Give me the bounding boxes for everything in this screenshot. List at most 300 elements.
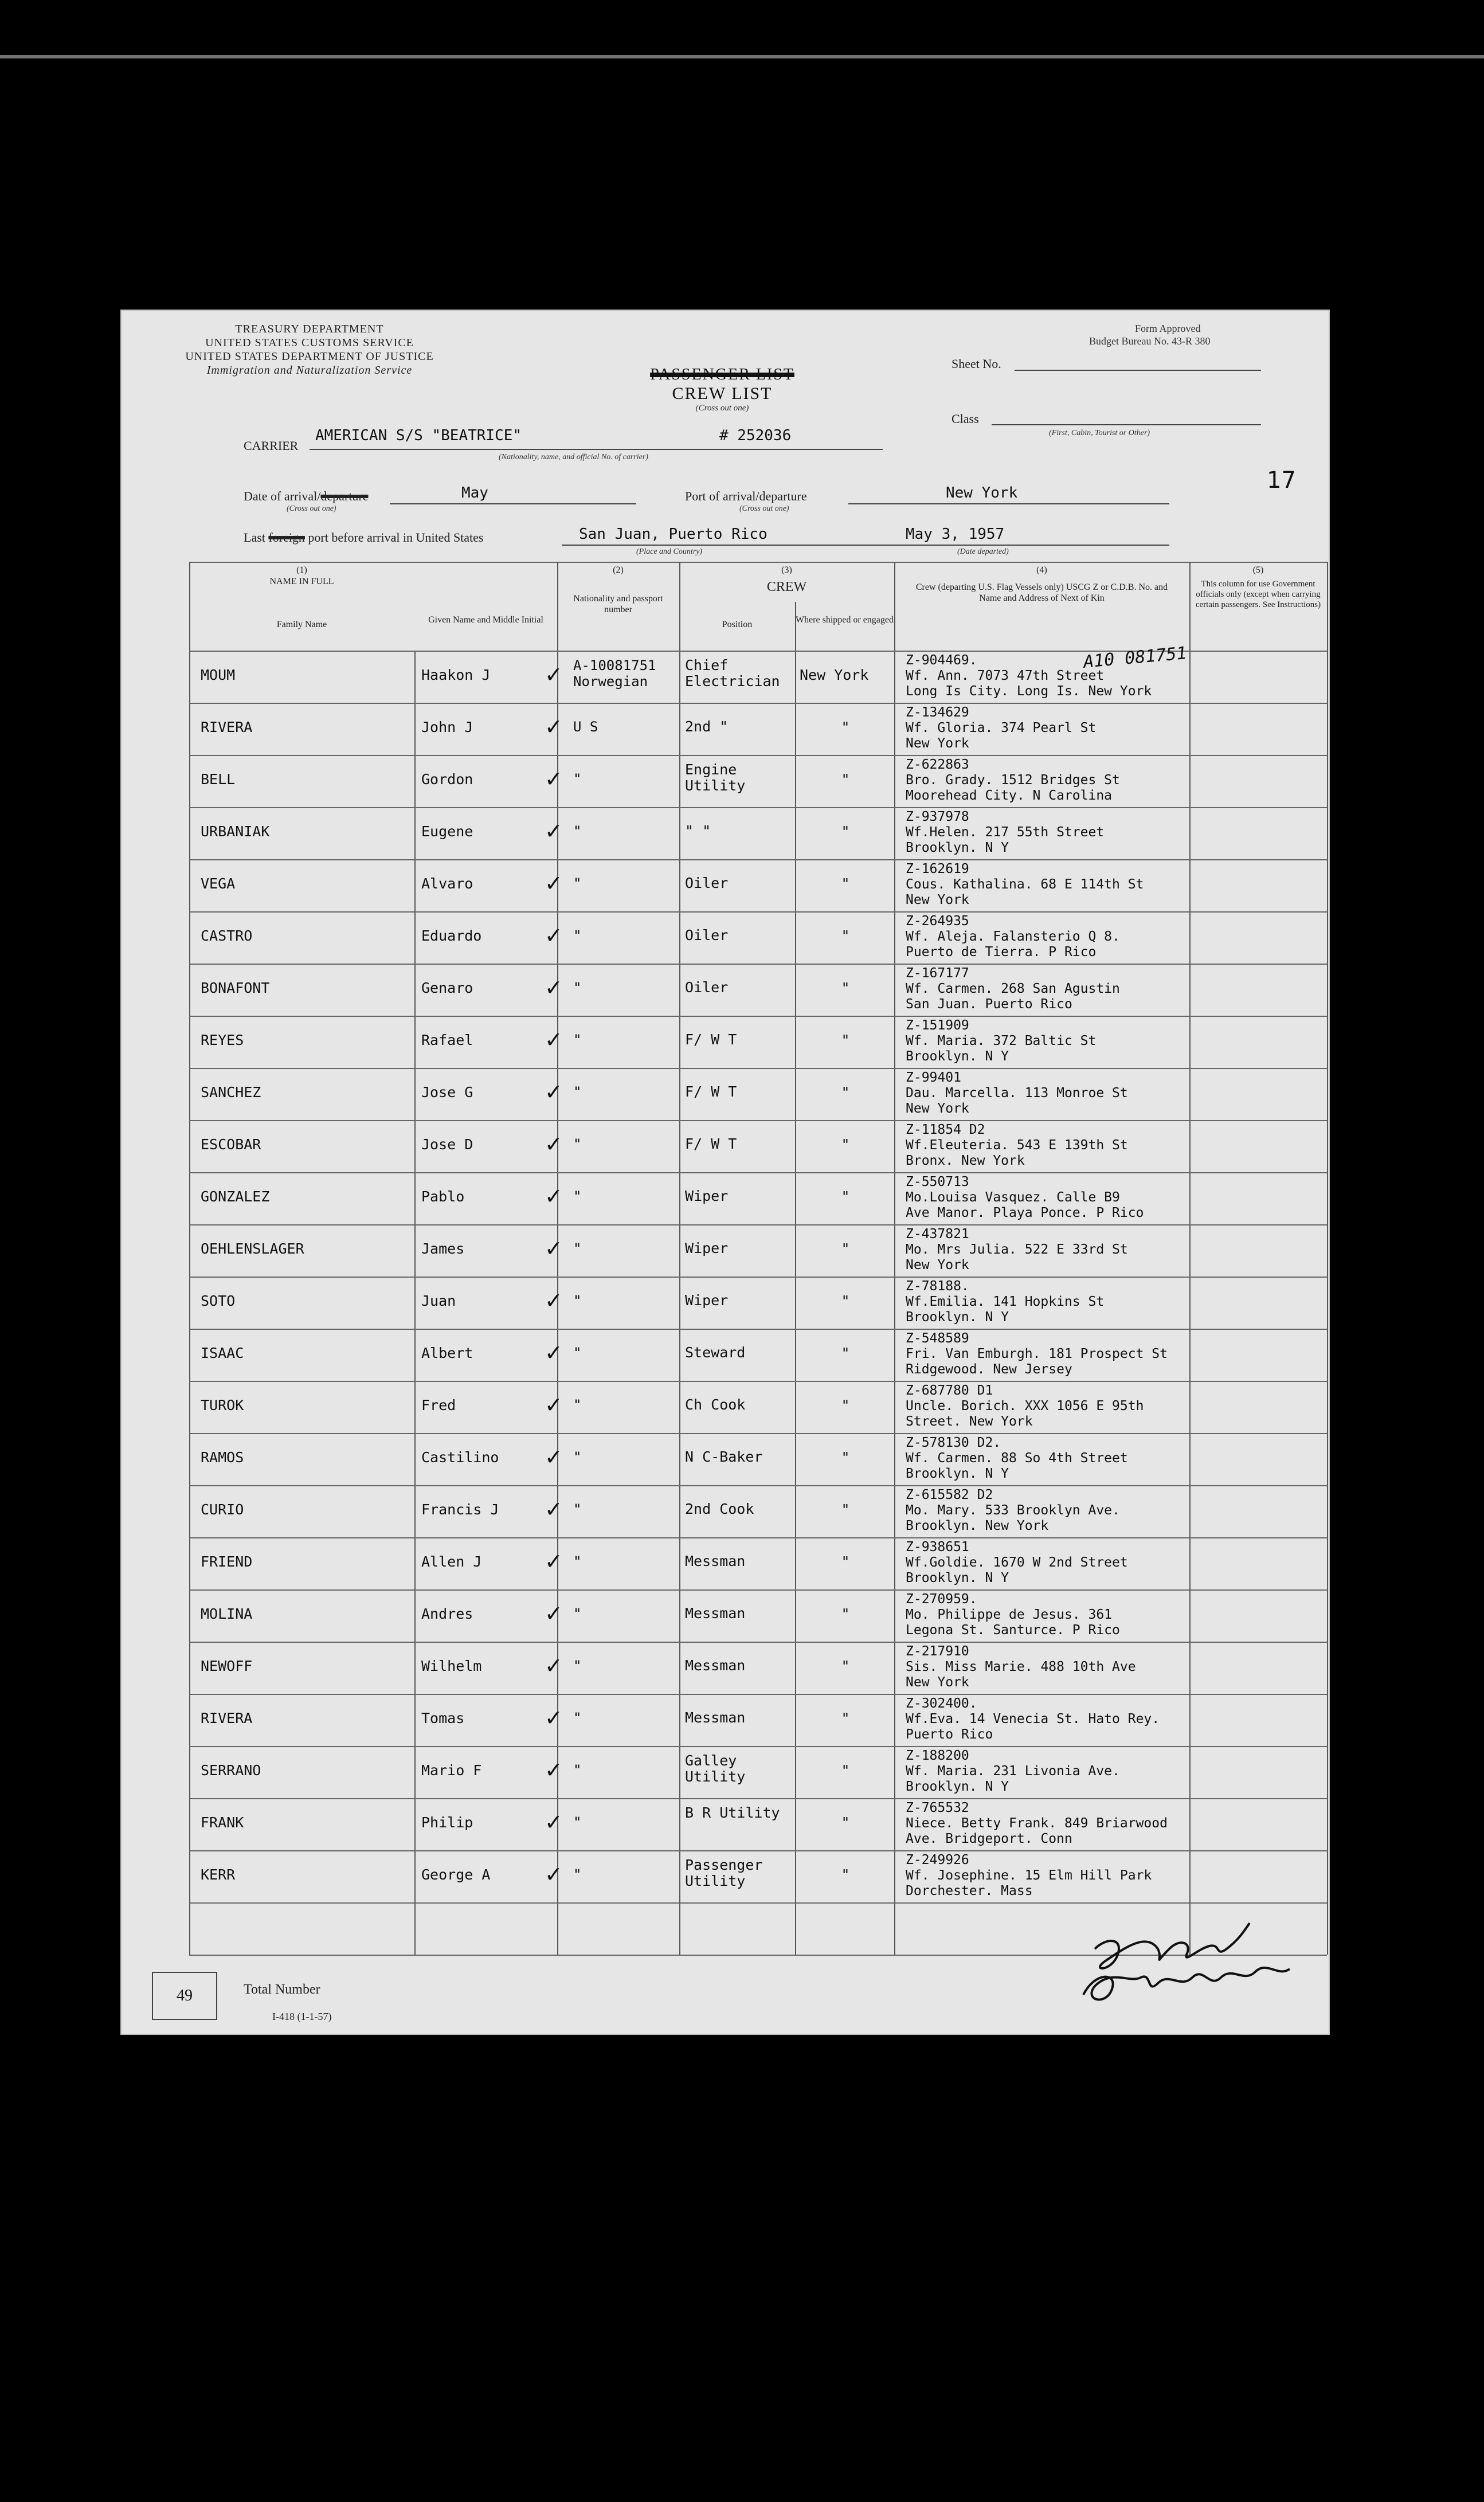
carrier-number: # 252036 — [719, 427, 792, 444]
next-of-kin-line: Z-270959. — [906, 1592, 977, 1607]
given-name: Albert — [421, 1345, 473, 1361]
col3-title: CREW — [766, 580, 807, 594]
checkmark-icon: ✓ — [545, 714, 563, 739]
checkmark-icon: ✓ — [545, 1027, 563, 1052]
next-of-kin-line: Z-11854 D2 — [906, 1122, 985, 1137]
agency-line: TREASURY DEPARTMENT — [235, 323, 384, 335]
next-of-kin-line: Ave. Bridgeport. Conn — [906, 1831, 1072, 1846]
next-of-kin-line: Mo. Mrs Julia. 522 E 33rd St — [906, 1242, 1128, 1257]
where-shipped: " — [841, 823, 850, 840]
next-of-kin-line: Uncle. Borich. XXX 1056 E 95th — [906, 1399, 1144, 1414]
title-crew-list: CREW LIST — [672, 384, 773, 403]
nationality: " — [573, 1032, 582, 1048]
table-row-rule — [189, 1224, 1327, 1225]
class-line — [992, 424, 1261, 425]
family-name: ISAAC — [201, 1345, 244, 1361]
agency-header — [132, 322, 487, 377]
next-of-kin-line: Z-99401 — [906, 1070, 961, 1085]
family-name: VEGA — [201, 875, 236, 892]
next-of-kin-line: Puerto Rico — [906, 1727, 993, 1742]
table-row-rule — [189, 1068, 1327, 1069]
total-number-box — [152, 1972, 217, 2020]
table-row-rule — [189, 1642, 1327, 1643]
port-value: New York — [946, 484, 1018, 502]
next-of-kin-line: Brooklyn. N Y — [906, 1466, 1009, 1481]
checkmark-icon: ✓ — [545, 1757, 563, 1783]
port-hint: (Cross out one) — [739, 504, 789, 513]
table-row-rule — [189, 703, 1327, 704]
where-shipped: " — [841, 875, 850, 892]
next-of-kin-line: Wf. Aleja. Falansterio Q 8. — [906, 929, 1120, 944]
where-shipped: " — [841, 1814, 850, 1831]
crew-list-form — [120, 310, 1330, 2035]
position: Oiler — [685, 979, 729, 996]
given-name: Gordon — [421, 771, 473, 788]
next-of-kin-line: Wf.Eleuteria. 543 E 139th St — [906, 1138, 1128, 1153]
position: B R Utility — [685, 1804, 780, 1821]
approval-line: Budget Bureau No. 43-R 380 — [1089, 335, 1211, 347]
position: Oiler — [685, 875, 729, 891]
next-of-kin-line: Dau. Marcella. 113 Monroe St — [906, 1086, 1128, 1101]
next-of-kin-line: Cous. Kathalina. 68 E 114th St — [906, 877, 1144, 892]
where-shipped: " — [841, 1293, 850, 1309]
col5-num: (5) — [1252, 565, 1264, 575]
col-position: Position — [722, 620, 753, 629]
col3-num: (3) — [781, 565, 792, 575]
given-name: James — [421, 1240, 465, 1257]
next-of-kin-line: New York — [906, 736, 969, 751]
next-of-kin-line: Z-904469. — [906, 653, 977, 668]
table-row-rule — [189, 1329, 1327, 1330]
next-of-kin-line: New York — [906, 892, 969, 907]
nationality: " — [573, 823, 582, 839]
col-rule — [795, 602, 796, 1955]
class-label: Class — [952, 412, 979, 426]
date-label-text: Date of arrival/ — [244, 489, 321, 503]
next-of-kin-line: Sis. Miss Marie. 488 10th Ave — [906, 1659, 1136, 1674]
next-of-kin-line: Z-188200 — [906, 1748, 969, 1763]
nationality: " — [573, 1501, 582, 1517]
where-shipped: " — [841, 1084, 850, 1101]
table-row-rule — [189, 1798, 1327, 1799]
next-of-kin-line: Wf. Gloria. 374 Pearl St — [906, 721, 1097, 735]
next-of-kin-line: New York — [906, 1101, 969, 1116]
nationality: " — [573, 1345, 582, 1361]
carrier-label: CARRIER — [244, 438, 299, 453]
table-row-rule — [189, 859, 1327, 860]
official-note: A10 081751 — [1082, 643, 1188, 672]
next-of-kin-line: Z-217910 — [906, 1644, 969, 1659]
family-name: REYES — [201, 1032, 244, 1048]
next-of-kin-line: Z-302400. — [906, 1696, 977, 1711]
family-name: BELL — [201, 771, 236, 788]
checkmark-icon: ✓ — [545, 819, 563, 844]
last-port-label — [244, 530, 484, 545]
family-name: MOUM — [201, 667, 236, 683]
family-name: CURIO — [201, 1501, 244, 1518]
where-shipped: " — [841, 1553, 850, 1570]
total-number-label: Total Number — [244, 1982, 320, 1997]
given-name: Mario F — [421, 1762, 482, 1779]
position: Wiper — [685, 1188, 729, 1204]
approval-note — [1089, 322, 1261, 347]
family-name: OEHLENSLAGER — [201, 1240, 304, 1257]
next-of-kin-line: Moorehead City. N Carolina — [906, 788, 1113, 803]
table-row-rule — [189, 1902, 1327, 1904]
position: Engine Utility — [685, 761, 746, 794]
next-of-kin-line: Street. New York — [906, 1414, 1033, 1429]
next-of-kin-line: Z-437821 — [906, 1227, 969, 1242]
col-family-name: Family Name — [276, 620, 327, 629]
nationality: " — [573, 1397, 582, 1413]
next-of-kin-line: Wf. Carmen. 268 San Agustin — [906, 981, 1120, 996]
table-row-rule — [189, 1485, 1327, 1486]
approval-line: Form Approved — [1135, 323, 1201, 334]
position: Messman — [685, 1553, 746, 1569]
position: " " — [685, 823, 711, 839]
next-of-kin-line: Brooklyn. N Y — [906, 1049, 1009, 1064]
next-of-kin-line: Z-134629 — [906, 705, 969, 720]
nationality: " — [573, 1866, 582, 1882]
checkmark-icon: ✓ — [545, 923, 563, 948]
family-name: GONZALEZ — [201, 1188, 270, 1205]
date-departed-hint: (Date departed) — [957, 547, 1009, 556]
carrier-hint: (Nationality, name, and official No. of carrier) — [499, 453, 648, 461]
next-of-kin-line: Wf.Goldie. 1670 W 2nd Street — [906, 1555, 1128, 1570]
table-row-rule — [189, 1694, 1327, 1695]
given-name: Genaro — [421, 980, 473, 996]
next-of-kin-line: Wf.Helen. 217 55th Street — [906, 825, 1105, 840]
next-of-kin-line: Dorchester. Mass — [906, 1884, 1033, 1898]
nationality: " — [573, 1084, 582, 1100]
position: F/ W T — [685, 1031, 737, 1048]
nationality: " — [573, 1762, 582, 1778]
position: Passenger Utility — [685, 1857, 763, 1889]
given-name: Castilino — [421, 1449, 499, 1466]
where-shipped: " — [841, 1240, 850, 1257]
next-of-kin-line: Wf. Ann. 7073 47th Street — [906, 668, 1105, 683]
film-strip — [0, 55, 1484, 58]
given-name: Francis J — [421, 1501, 499, 1518]
carrier-line — [310, 449, 883, 450]
next-of-kin-line: Puerto de Tierra. P Rico — [906, 945, 1097, 960]
family-name: CASTRO — [201, 927, 253, 944]
last-port-value: San Juan, Puerto Rico — [579, 526, 768, 543]
form-number: I-418 (1-1-57) — [272, 2011, 332, 2022]
nationality: " — [573, 1658, 582, 1674]
given-name: Jose G — [421, 1084, 473, 1101]
checkmark-icon: ✓ — [545, 1392, 563, 1418]
where-shipped: " — [841, 927, 850, 944]
where-shipped: " — [841, 719, 850, 735]
table-row-rule — [189, 1120, 1327, 1121]
col-rule — [414, 651, 416, 1955]
nationality: " — [573, 1240, 582, 1256]
family-name: MOLINA — [201, 1606, 253, 1622]
family-name: RIVERA — [201, 1710, 253, 1726]
sheet-label: Sheet No. — [952, 357, 1001, 371]
checkmark-icon: ✓ — [545, 662, 563, 687]
page-number: 17 — [1267, 467, 1296, 494]
checkmark-icon: ✓ — [545, 1653, 563, 1678]
last-label-post: port before arrival in United States — [308, 530, 484, 545]
next-of-kin-line: Wf.Emilia. 141 Hopkins St — [906, 1294, 1105, 1309]
port-line — [848, 503, 1169, 504]
family-name: SERRANO — [201, 1762, 261, 1779]
table-row-rule — [189, 1433, 1327, 1434]
next-of-kin-line: Mo. Mary. 533 Brooklyn Ave. — [906, 1503, 1120, 1518]
col-where-shipped: Where shipped or engaged — [795, 615, 894, 625]
where-shipped: " — [841, 1710, 850, 1726]
given-name: Tomas — [421, 1710, 465, 1726]
family-name: FRIEND — [201, 1553, 253, 1570]
position: Messman — [685, 1657, 746, 1674]
next-of-kin-line: Z-151909 — [906, 1018, 969, 1033]
family-name: ESCOBAR — [201, 1136, 261, 1153]
checkmark-icon: ✓ — [545, 1236, 563, 1261]
crew-table — [120, 562, 1330, 1960]
checkmark-icon: ✓ — [545, 1288, 563, 1313]
last-port-hint: (Place and Country) — [636, 547, 703, 556]
next-of-kin-line: Mo.Louisa Vasquez. Calle B9 — [906, 1190, 1120, 1205]
nationality: " — [573, 927, 582, 943]
port-label: Port of arrival/departure — [685, 489, 807, 503]
where-shipped: " — [841, 1136, 850, 1153]
form-title — [625, 366, 820, 413]
position: Ch Cook — [685, 1396, 746, 1413]
checkmark-icon: ✓ — [545, 1444, 563, 1470]
where-shipped: " — [841, 1032, 850, 1048]
checkmark-icon: ✓ — [545, 1862, 563, 1887]
given-name: John J — [421, 719, 473, 735]
table-row-rule — [189, 1172, 1327, 1173]
agency-line: Immigration and Naturalization Service — [206, 364, 413, 377]
position: F/ W T — [685, 1083, 737, 1100]
position: Steward — [685, 1344, 746, 1361]
next-of-kin-line: Legona St. Santurce. P Rico — [906, 1623, 1120, 1638]
nationality: " — [573, 1136, 582, 1152]
col2-num: (2) — [613, 565, 624, 575]
position: 2nd " — [685, 718, 729, 735]
family-name: BONAFONT — [201, 980, 270, 996]
next-of-kin-line: Wf. Carmen. 88 So 4th Street — [906, 1451, 1128, 1466]
position: Messman — [685, 1605, 746, 1622]
class-hint: (First, Cabin, Tourist or Other) — [1049, 429, 1150, 437]
col1-title: NAME IN FULL — [269, 577, 334, 586]
agency-line: UNITED STATES CUSTOMS SERVICE — [205, 336, 414, 349]
where-shipped: " — [841, 1501, 850, 1518]
where-shipped: " — [841, 1449, 850, 1466]
where-shipped: " — [841, 771, 850, 788]
next-of-kin-line: Z-264935 — [906, 914, 969, 929]
date-departed-value: May 3, 1957 — [906, 526, 1005, 543]
last-label-pre: Last — [244, 530, 265, 545]
next-of-kin-line: Bronx. New York — [906, 1153, 1025, 1168]
checkmark-icon: ✓ — [545, 1497, 563, 1522]
nationality: A-10081751 Norwegian — [573, 657, 656, 690]
checkmark-icon: ✓ — [545, 1601, 563, 1626]
sheet-line — [1015, 370, 1261, 371]
table-row-rule — [189, 1277, 1327, 1278]
next-of-kin-line: Brooklyn. New York — [906, 1518, 1049, 1533]
next-of-kin-line: Z-167177 — [906, 966, 969, 981]
next-of-kin-line: Brooklyn. N Y — [906, 1310, 1009, 1325]
next-of-kin-line: Wf. Maria. 372 Baltic St — [906, 1033, 1097, 1048]
next-of-kin-line: New York — [906, 1675, 969, 1690]
family-name: TUROK — [201, 1397, 244, 1414]
col4-title: Crew (departing U.S. Flag Vessels only) USCG Z or C.D.B. No. and Name and Address of Next of Kin — [915, 582, 1168, 603]
family-name: SOTO — [201, 1293, 236, 1309]
next-of-kin-line: Ave Manor. Playa Ponce. P Rico — [906, 1205, 1144, 1220]
position: Chief Electrician — [685, 657, 780, 690]
checkmark-icon: ✓ — [545, 766, 563, 792]
next-of-kin-line: Brooklyn. N Y — [906, 1779, 1009, 1794]
given-name: Rafael — [421, 1032, 473, 1048]
title-struck: PASSENGER LIST — [650, 366, 794, 383]
given-name: Eugene — [421, 823, 473, 840]
checkmark-icon: ✓ — [545, 1131, 563, 1157]
where-shipped: " — [841, 1866, 850, 1883]
given-name: Alvaro — [421, 875, 473, 892]
next-of-kin-line: Z-622863 — [906, 757, 969, 772]
total-number-value: 49 — [177, 1987, 193, 2004]
nationality: " — [573, 1553, 582, 1569]
next-of-kin-line: Z-548589 — [906, 1331, 969, 1346]
given-name: Philip — [421, 1814, 473, 1831]
title-hint: (Cross out one) — [695, 404, 749, 413]
table-row-rule — [189, 1746, 1327, 1747]
date-label — [244, 489, 368, 504]
film-border — [0, 0, 1484, 69]
family-name: RIVERA — [201, 719, 253, 735]
next-of-kin-line: San Juan. Puerto Rico — [906, 997, 1072, 1012]
where-shipped: " — [841, 1188, 850, 1205]
position: Wiper — [685, 1240, 729, 1256]
next-of-kin-line: Niece. Betty Frank. 849 Briarwood — [906, 1816, 1168, 1831]
given-name: Jose D — [421, 1136, 473, 1153]
checkmark-icon: ✓ — [545, 975, 563, 1000]
given-name: George A — [421, 1866, 491, 1883]
next-of-kin-line: Brooklyn. N Y — [906, 1571, 1009, 1585]
last-label-struck: foreign — [268, 530, 305, 545]
next-of-kin-line: Z-249926 — [906, 1853, 969, 1867]
next-of-kin-line: Brooklyn. N Y — [906, 840, 1009, 855]
next-of-kin-line: Wf.Eva. 14 Venecia St. Hato Rey. — [906, 1712, 1160, 1726]
table-row-rule — [189, 1016, 1327, 1017]
where-shipped: " — [841, 1345, 850, 1361]
given-name: Fred — [421, 1397, 456, 1414]
next-of-kin-line: Z-937978 — [906, 809, 969, 824]
position: 2nd Cook — [685, 1501, 754, 1517]
col5-title: This column for use Government officials only (except when carrying certain passengers. See Instructions) — [1195, 580, 1321, 609]
next-of-kin-line: Z-938651 — [906, 1540, 969, 1555]
carrier-value: AMERICAN S/S "BEATRICE" — [315, 427, 522, 444]
agency-line: UNITED STATES DEPARTMENT OF JUSTICE — [185, 350, 434, 363]
position: Oiler — [685, 927, 729, 943]
given-name: Allen J — [421, 1553, 482, 1570]
next-of-kin-line: Fri. Van Emburgh. 181 Prospect St — [906, 1346, 1168, 1361]
table-row-rule — [189, 911, 1327, 913]
family-name: URBANIAK — [201, 823, 270, 840]
checkmark-icon: ✓ — [545, 1079, 563, 1105]
nationality: " — [573, 980, 582, 996]
table-row-rule — [189, 1381, 1327, 1382]
where-shipped: " — [841, 980, 850, 996]
given-name: Pablo — [421, 1188, 465, 1205]
position: Wiper — [685, 1292, 729, 1309]
table-row-rule — [189, 964, 1327, 965]
checkmark-icon: ✓ — [545, 1340, 563, 1365]
where-shipped: " — [841, 1658, 850, 1674]
given-name: Eduardo — [421, 927, 482, 944]
date-value: May — [461, 484, 488, 502]
checkmark-icon: ✓ — [545, 871, 563, 896]
nationality: " — [573, 1293, 582, 1309]
next-of-kin-line: Z-78188. — [906, 1279, 969, 1294]
nationality: " — [573, 1188, 582, 1204]
date-label-struck: departure — [320, 489, 369, 503]
next-of-kin-line: Z-687780 D1 — [906, 1383, 993, 1398]
checkmark-icon: ✓ — [545, 1810, 563, 1835]
nationality: " — [573, 1606, 582, 1622]
family-name: FRANK — [201, 1814, 244, 1831]
col4-num: (4) — [1036, 565, 1047, 575]
official-signature — [1072, 1914, 1313, 2018]
given-name: Andres — [421, 1606, 473, 1622]
next-of-kin-line: Bro. Grady. 1512 Bridges St — [906, 773, 1120, 788]
family-name: KERR — [201, 1866, 236, 1883]
col2-title: Nationality and passport number — [573, 594, 663, 614]
next-of-kin-line: Wf. Maria. 231 Livonia Ave. — [906, 1764, 1120, 1779]
table-row-rule — [189, 807, 1327, 808]
next-of-kin-line: Long Is City. Long Is. New York — [906, 684, 1152, 699]
nationality: " — [573, 1449, 582, 1465]
date-departed-line — [837, 545, 1169, 546]
col1-num: (1) — [296, 565, 307, 575]
position: Messman — [685, 1709, 746, 1726]
position: N C-Baker — [685, 1448, 763, 1465]
checkmark-icon: ✓ — [545, 1705, 563, 1730]
given-name: Haakon J — [421, 667, 491, 683]
next-of-kin-line: Mo. Philippe de Jesus. 361 — [906, 1607, 1113, 1622]
nationality: " — [573, 1814, 582, 1830]
next-of-kin-line: Ridgewood. New Jersey — [906, 1362, 1072, 1377]
where-shipped: " — [841, 1762, 850, 1779]
nationality: " — [573, 1710, 582, 1726]
next-of-kin-line: Z-615582 D2 — [906, 1487, 993, 1502]
date-hint: (Cross out one) — [287, 504, 336, 513]
table-top-rule — [189, 562, 1327, 563]
col-rule — [1327, 562, 1328, 1955]
col-given-name: Given Name and Middle Initial — [428, 615, 543, 625]
table-row-rule — [189, 1589, 1327, 1591]
family-name: RAMOS — [201, 1449, 244, 1466]
next-of-kin-line: Wf. Josephine. 15 Elm Hill Park — [906, 1868, 1152, 1883]
next-of-kin-line: Z-765532 — [906, 1800, 969, 1815]
checkmark-icon: ✓ — [545, 1184, 563, 1209]
where-shipped: New York — [800, 667, 869, 683]
table-row-rule — [189, 1850, 1327, 1851]
where-shipped: " — [841, 1397, 850, 1414]
next-of-kin-line: New York — [906, 1258, 969, 1272]
table-row-rule — [189, 1537, 1327, 1538]
position: Galley Utility — [685, 1752, 746, 1785]
family-name: NEWOFF — [201, 1658, 253, 1674]
table-row-rule — [189, 755, 1327, 756]
nationality: U S — [573, 719, 598, 735]
where-shipped: " — [841, 1606, 850, 1622]
position: F/ W T — [685, 1136, 737, 1152]
